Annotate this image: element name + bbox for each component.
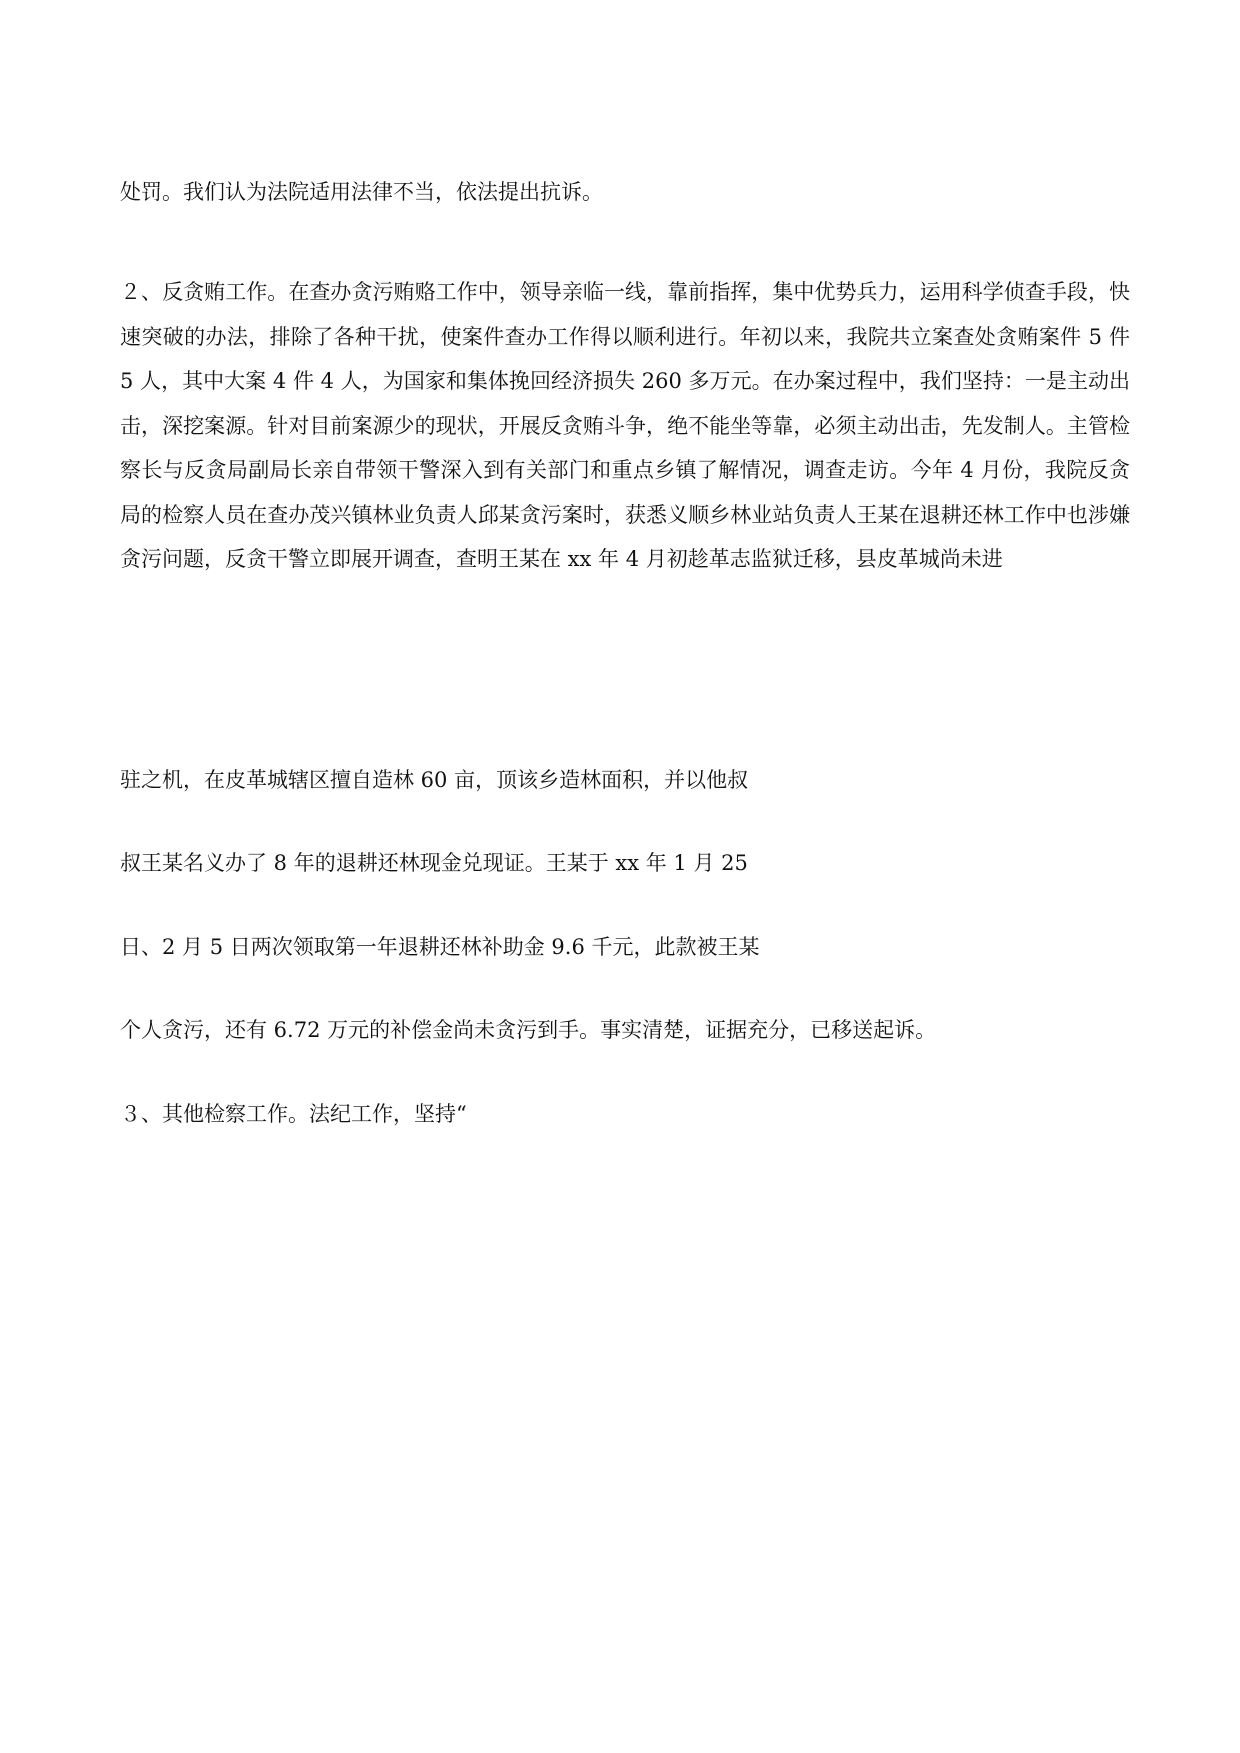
paragraph-penalty-appeal: 处罚。我们认为法院适用法律不当，依法提出抗诉。 <box>120 180 603 204</box>
paragraph-other-work: ３、其他检察工作。法纪工作，坚持“ <box>120 1102 467 1126</box>
paragraph-fragment-subsidy: 日、2 月 5 日两次领取第一年退耕还林补助金 9.6 千元，此款被王某 <box>120 935 760 959</box>
paragraph-fragment-embezzlement: 个人贪污，还有 6.72 万元的补偿金尚未贪污到手。事实清楚，证据充分，已移送起诉。 <box>120 1018 937 1042</box>
paragraph-fragment-certificate: 叔王某名义办了 8 年的退耕还林现金兑现证。王某于 xx 年 1 月 25 <box>120 851 748 875</box>
paragraph-fragment-afforestation: 驻之机，在皮革城辖区擅自造林 60 亩，顶该乡造林面积，并以他叔 <box>120 768 749 792</box>
paragraph-anti-corruption: ２、反贪贿工作。在查办贪污贿赂工作中，领导亲临一线，靠前指挥，集中优势兵力，运用科学侦查手段，快速突破的办法，排除了各种干扰，使案件查办工作得以顺利进行。年初以来，我院共立案查处贪贿案件 5 件 5 人，其中大案 4 件 4 人，为国家和集体挽回经济损失 260 多万元。在办案过程中，我们坚持：一是主动出击，深挖案源。针对目前案源少的现状，开展反贪贿斗争，绝不能坐等靠，必须主动出击，先发制人。主管检察长与反贪局副局长亲自带领干警深入到有关部门和重点乡镇了解情况，调查走访。今年 4 月份，我院反贪局的检察人员在查办茂兴镇林业负责人邱某贪污案时，获悉义顺乡林业站负责人王某在退耕还林工作中也涉嫌贪污问题，反贪干警立即展开调查，查明王某在 xx 年 4 月初趁革志监狱迁移，县皮革城尚未进 <box>120 280 1130 571</box>
